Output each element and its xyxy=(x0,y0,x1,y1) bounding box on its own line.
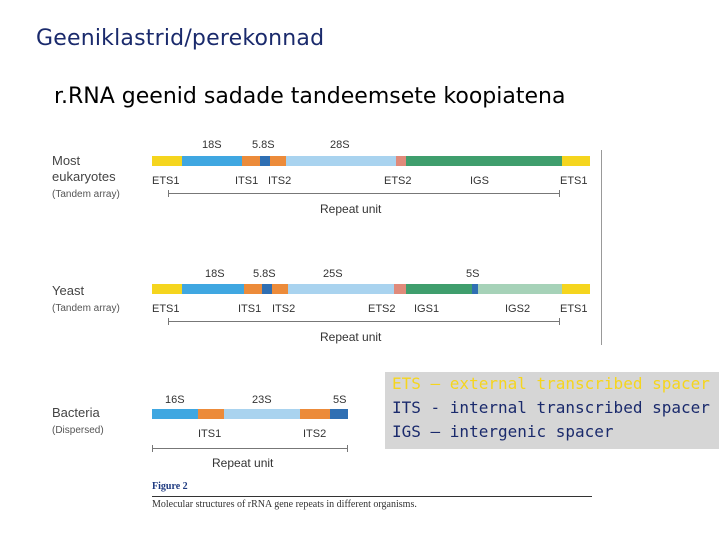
yeast-name: Yeast xyxy=(52,283,85,298)
eukaryotes-name-line1: Most xyxy=(52,153,81,168)
euk-sp-ets1: ETS1 xyxy=(152,175,180,187)
yeast-sp-igs1: IGS1 xyxy=(414,303,440,315)
euk-repeat-line xyxy=(168,193,559,194)
yeast-seg-its2 xyxy=(272,284,288,294)
bact-repeat-bar xyxy=(152,409,348,419)
euk-repeat-label: Repeat unit xyxy=(320,202,382,216)
yeast-sp-ets1-b: ETS1 xyxy=(560,303,588,315)
abbreviation-legend xyxy=(385,372,719,449)
bact-repeat-label: Repeat unit xyxy=(212,456,274,470)
yeast-sp-ets1: ETS1 xyxy=(152,303,180,315)
euk-seg-its1 xyxy=(242,156,260,166)
legend-ets: ETS – external transcribed spacer xyxy=(392,374,710,393)
bact-sp-its1: ITS1 xyxy=(198,428,222,440)
euk-gene-5-8s: 5.8S xyxy=(252,139,275,151)
euk-sp-its2: ITS2 xyxy=(268,175,292,187)
euk-repeat-bar xyxy=(152,156,590,166)
yeast-sp-its1: ITS1 xyxy=(238,303,262,315)
euk-gene-18s: 18S xyxy=(202,139,222,151)
bacteria-note: (Dispersed) xyxy=(52,425,104,436)
figure-rule xyxy=(152,496,592,497)
bact-sp-its2: ITS2 xyxy=(303,428,327,440)
euk-gene-28s: 28S xyxy=(330,139,350,151)
figure-caption: Molecular structures of rRNA gene repeats in different organisms. xyxy=(152,499,417,510)
slide-title: Geeniklastrid/perekonnad xyxy=(36,26,325,51)
yeast-sp-its2: ITS2 xyxy=(272,303,296,315)
yeast-sp-ets2: ETS2 xyxy=(368,303,396,315)
legend-igs: IGS – intergenic spacer xyxy=(392,422,614,441)
euk-seg-ets1-b xyxy=(562,156,590,166)
yeast-seg-igs2 xyxy=(478,284,562,294)
yeast-gene-5s: 5S xyxy=(466,268,480,280)
yeast-repeat-line xyxy=(168,321,559,322)
euk-repeat-tick-right xyxy=(559,190,560,197)
bact-seg-16s xyxy=(152,409,198,419)
yeast-seg-ets1 xyxy=(152,284,182,294)
bacteria-label xyxy=(52,405,104,439)
euk-seg-18s xyxy=(182,156,242,166)
euk-seg-5-8s xyxy=(260,156,270,166)
euk-seg-28s xyxy=(286,156,396,166)
eukaryotes-note: (Tandem array) xyxy=(52,189,120,200)
bact-gene-5s: 5S xyxy=(333,394,347,406)
bact-repeat-tick-right xyxy=(347,445,348,452)
bact-seg-5s xyxy=(330,409,348,419)
yeast-repeat-bar xyxy=(152,284,590,294)
yeast-seg-its1 xyxy=(244,284,262,294)
euk-seg-its2 xyxy=(270,156,286,166)
yeast-repeat-label: Repeat unit xyxy=(320,330,382,344)
yeast-seg-ets1-b xyxy=(562,284,590,294)
euk-sp-ets2: ETS2 xyxy=(384,175,412,187)
yeast-label xyxy=(52,283,120,317)
yeast-gene-18s: 18S xyxy=(205,268,225,280)
yeast-seg-5-8s xyxy=(262,284,272,294)
bact-seg-its1 xyxy=(198,409,224,419)
bact-repeat-line xyxy=(152,448,348,449)
yeast-seg-25s xyxy=(288,284,394,294)
yeast-repeat-tick-right xyxy=(559,318,560,325)
yeast-gene-5-8s: 5.8S xyxy=(253,268,276,280)
euk-sp-igs: IGS xyxy=(470,175,489,187)
yeast-repeat-tick-left xyxy=(168,318,169,325)
yeast-seg-18s xyxy=(182,284,244,294)
euk-seg-ets2 xyxy=(396,156,406,166)
figure-label: Figure 2 xyxy=(152,481,188,492)
yeast-sp-igs2: IGS2 xyxy=(505,303,531,315)
figure-right-border xyxy=(601,150,602,345)
legend-its: ITS - internal transcribed spacer xyxy=(392,398,710,417)
bact-repeat-tick-left xyxy=(152,445,153,452)
eukaryotes-label xyxy=(52,153,120,203)
euk-sp-ets1-b: ETS1 xyxy=(560,175,588,187)
bact-seg-23s xyxy=(224,409,300,419)
yeast-seg-ets2 xyxy=(394,284,406,294)
yeast-note: (Tandem array) xyxy=(52,303,120,314)
yeast-seg-igs1 xyxy=(406,284,472,294)
eukaryotes-name-line2: eukaryotes xyxy=(52,169,116,184)
bact-gene-23s: 23S xyxy=(252,394,272,406)
euk-seg-ets1 xyxy=(152,156,182,166)
bacteria-name: Bacteria xyxy=(52,405,100,420)
bact-gene-16s: 16S xyxy=(165,394,185,406)
yeast-gene-25s: 25S xyxy=(323,268,343,280)
slide-subtitle: r.RNA geenid sadade tandeemsete koopiatena xyxy=(54,84,566,109)
bact-seg-its2 xyxy=(300,409,330,419)
euk-sp-its1: ITS1 xyxy=(235,175,259,187)
euk-seg-igs xyxy=(406,156,562,166)
euk-repeat-tick-left xyxy=(168,190,169,197)
